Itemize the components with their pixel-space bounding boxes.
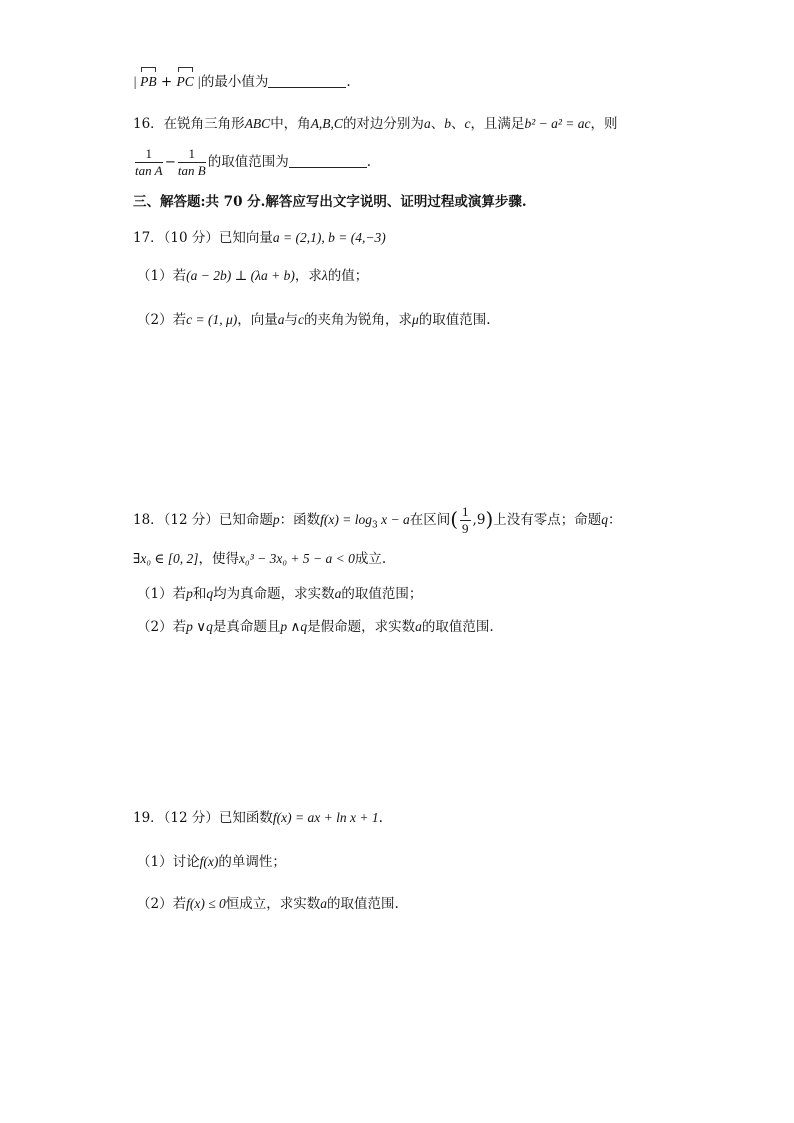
q18-part2-a: a (415, 619, 422, 634)
q16-start: 16．在锐角三角形 (133, 116, 245, 132)
q16-frac2-denominator: tan B (177, 163, 206, 178)
q17-part1-text: ，求 (294, 268, 322, 284)
q19-part2-line (137, 894, 399, 914)
q16-end1: ，则 (590, 116, 618, 132)
q19-end: . (378, 810, 383, 826)
q17-head-line (133, 228, 386, 248)
q17-part1-label: （1）若 (137, 268, 187, 284)
q19-part1-f: f(x) (199, 854, 219, 869)
q18-part1-text: 均为真命题，求实数 (213, 586, 335, 602)
q16-frac2-numerator: 1 (178, 146, 206, 163)
q16-minus: − (164, 154, 176, 170)
q18-p: p (272, 512, 280, 527)
q18-part1-p: p (186, 586, 193, 601)
q17-part2-a: a (277, 312, 285, 327)
q16-line1 (133, 114, 618, 134)
q16-condition: b² − a² = ac (524, 116, 591, 131)
q16-frac1-denominator: tan A (135, 163, 163, 178)
q18-line2-text1: ，使得 (198, 551, 240, 567)
q18-interval-numerator: 1 (462, 504, 469, 519)
q17-vectors: a = (2,1), b = (4,−3) (272, 230, 386, 245)
q18-q: q (601, 512, 608, 527)
q18-colon1: ：函数 (279, 512, 321, 528)
q16-sep1: 、 (430, 116, 445, 132)
q15-expr-close: | (193, 74, 201, 89)
q16-triangle: ABC (244, 116, 271, 131)
q16-mid3: ，且满足 (470, 116, 525, 132)
q18-line2-end: 成立. (354, 551, 387, 567)
q18-interval-fraction (460, 504, 471, 537)
q15-vector-pc: PC (177, 72, 194, 92)
q16-side-a: a (423, 116, 431, 131)
q16-line2-text: 的取值范围为 (207, 154, 289, 170)
q17-part2-var: μ (411, 312, 419, 327)
q16-frac1-numerator: 1 (135, 146, 163, 163)
q18-interval-open: ( (450, 507, 459, 531)
q16-sep2: 、 (450, 116, 465, 132)
q19-head: 19．（12 分）已知函数 (133, 810, 273, 826)
q16-side-c: c (464, 116, 471, 131)
q18-log-base: 3 (372, 520, 378, 531)
q16-mid1: 中，角 (270, 116, 311, 132)
q17-part2-text3: 的夹角为锐角，求 (303, 312, 412, 328)
section-3-heading: 三、解答题:共 70 分.解答应写出文字说明、证明过程或演算步骤. (133, 194, 527, 210)
q18-func: f(x) = log (320, 512, 373, 527)
q18-part1-end: 的取值范围； (341, 586, 423, 602)
q17-part2-end: 的取值范围. (418, 312, 491, 328)
q18-part2-or: p ∨q (186, 619, 213, 634)
q16-line2 (133, 146, 371, 186)
q15-answer-blank[interactable] (268, 73, 346, 88)
q15-text: 的最小值为 (200, 74, 269, 90)
q16-fraction-1 (135, 146, 163, 179)
q19-part1-label: （1）讨论 (137, 854, 200, 870)
q18-part2-end: 的取值范围. (421, 619, 494, 635)
q18-part2-and: p ∧q (280, 619, 308, 634)
q18-part2-line (137, 617, 494, 637)
q15-tail-line (133, 72, 351, 92)
q18-part2-text1: 是真命题且 (212, 619, 281, 635)
q15-vector-pb: PB (140, 72, 157, 92)
q19-part2-end: 的取值范围. (327, 896, 399, 912)
q18-part2-text2: 是假命题，求实数 (307, 619, 416, 635)
q18-head-line (133, 504, 622, 540)
q18-line2-expr: ∃x₀ ∈ [0, 2] (133, 551, 199, 566)
q16-end2: . (366, 154, 371, 170)
q15-plus: + (156, 74, 177, 90)
q18-line2 (133, 549, 386, 569)
q16-mid2: 的对边分别为 (342, 116, 424, 132)
q18-part1-label: （1）若 (137, 586, 187, 602)
q15-expr-open: | (133, 74, 141, 89)
q18-part1-and: 和 (192, 586, 207, 602)
q17-part1-var: λ (321, 268, 328, 283)
q18-interval-close: ) (485, 507, 494, 531)
q17-part2-c: c (297, 312, 304, 327)
q17-part2-text1: ，向量 (237, 312, 278, 328)
q18-interval-end: ,9 (472, 512, 486, 528)
q17-head: 17．（10 分）已知向量 (133, 230, 273, 246)
q18-interval-denominator: 9 (462, 521, 469, 536)
q19-part1-end: 的单调性； (218, 854, 286, 870)
q17-part1-line (137, 266, 368, 286)
q18-part1-a: a (334, 586, 342, 601)
q16-side-b: b (444, 116, 451, 131)
q19-part2-a: a (320, 896, 327, 911)
q15-end: . (346, 74, 351, 90)
q18-head: 18．（12 分）已知命题 (133, 512, 273, 528)
q18-line2-ineq: x₀³ − 3x₀ + 5 − a < 0 (239, 551, 355, 566)
q19-part2-cond: f(x) ≤ 0 (186, 896, 226, 911)
q17-part2-label: （2）若 (137, 312, 187, 328)
q17-part1-expr: (a − 2b) ⊥ (λa + b) (186, 268, 295, 283)
q18-text1: 在区间 (409, 512, 451, 528)
q18-text2: 上没有零点；命题 (493, 512, 602, 528)
q19-part1-line (137, 852, 286, 872)
q16-answer-blank[interactable] (289, 153, 367, 168)
q17-part2-line (137, 310, 491, 330)
q16-angles: A,B,C (310, 116, 343, 131)
q18-part1-q: q (206, 586, 214, 601)
q18-func-tail: x − a (377, 512, 410, 527)
q16-fraction-2 (178, 146, 206, 179)
q18-colon2: ： (608, 512, 622, 528)
q19-func: f(x) = ax + ln x + 1 (272, 810, 379, 825)
q17-part1-end: 的值； (327, 268, 369, 284)
q18-part1-line (137, 584, 422, 604)
q19-part2-text: 恒成立，求实数 (225, 896, 321, 912)
q19-head-line (133, 808, 383, 828)
q17-part2-expr: c = (1, μ) (186, 312, 238, 327)
q17-part2-text2: 与 (284, 312, 298, 328)
q18-part2-label: （2）若 (137, 619, 187, 635)
q19-part2-label: （2）若 (137, 896, 187, 912)
